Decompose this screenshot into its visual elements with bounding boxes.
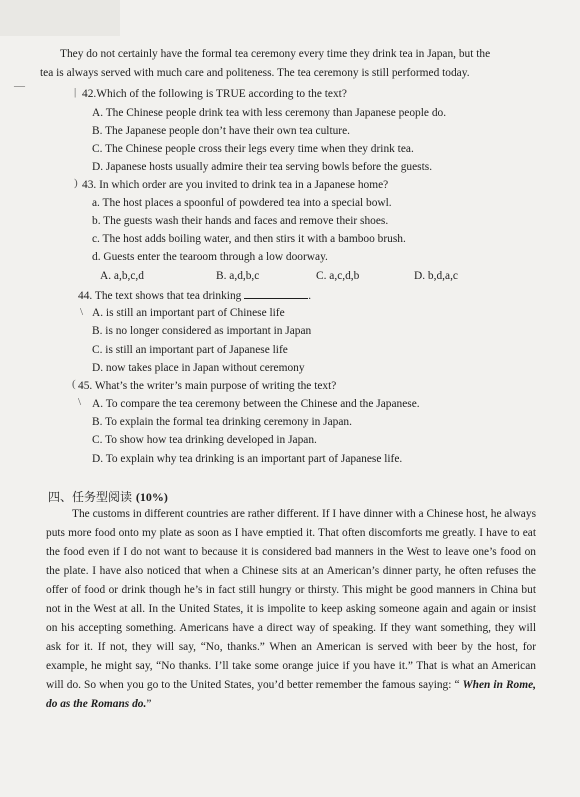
q45-option-b: B. To explain the formal tea drinking ceremony in Japan. [92, 416, 352, 428]
reading-passage [46, 505, 536, 714]
section-heading [48, 488, 168, 505]
q42-option-a: A. The Chinese people drink tea with less ceremony than Japanese people do. [92, 107, 447, 119]
q45-option-a: A. To compare the tea ceremony between the Chinese and the Japanese. [92, 398, 420, 410]
q43-option-c: C. a,c,d,b [316, 270, 360, 282]
q43-option-d: D. b,d,a,c [414, 270, 458, 282]
pencil-mark: — [14, 80, 25, 92]
q42-option-d: D. Japanese hosts usually admire their tea serving bowls before the guests. [92, 161, 433, 173]
q42-option-c: C. The Chinese people cross their legs every time when they drink tea. [92, 143, 414, 155]
q43-step-c: c. The host adds boiling water, and then stirs it with a bamboo brush. [92, 233, 406, 245]
question-44 [78, 288, 311, 303]
q45-option-c: C. To show how tea drinking developed in Japan. [92, 434, 317, 446]
q44-option-d: D. now takes place in Japan without ceremony [92, 362, 305, 374]
q43-option-a: A. a,b,c,d [100, 270, 144, 282]
intro-line-2: tea is always served with much care and politeness. The tea ceremony is still performed today. [40, 67, 470, 79]
q44-option-a: A. is still an important part of Chinese life [92, 307, 285, 319]
q43-option-b: B. a,d,b,c [216, 270, 260, 282]
q42-option-b: B. The Japanese people don’t have their own tea culture. [92, 125, 350, 137]
question-45: 45. What’s the writer’s main purpose of writing the text? [78, 380, 337, 392]
section-title: 四、任务型阅读 [48, 490, 133, 504]
q43-step-d: d. Guests enter the tearoom through a low doorway. [92, 251, 328, 263]
question-42: 42.Which of the following is TRUE according to the text? [82, 88, 347, 100]
intro-line-1: They do not certainly have the formal tea ceremony every time they drink tea in Japan, but the [60, 48, 491, 60]
section-score: (10%) [135, 490, 168, 504]
pencil-mark: ( [72, 378, 76, 390]
q43-step-a: a. The host places a spoonful of powdered tea into a special bowl. [92, 197, 392, 209]
answer-blank [244, 288, 308, 299]
period: . [308, 290, 312, 302]
q44-option-c: C. is still an important part of Japanese life [92, 344, 288, 356]
passage-quote: When in Rome, do as the Romans do. [46, 679, 536, 710]
pencil-mark: \ [80, 306, 84, 318]
pencil-mark: ) [74, 177, 78, 189]
passage-closing: ” [146, 698, 152, 710]
scan-smudge [0, 0, 120, 36]
pencil-mark: | [74, 86, 77, 98]
q43-step-b: b. The guests wash their hands and faces and remove their shoes. [92, 215, 389, 227]
question-43: 43. In which order are you invited to drink tea in a Japanese home? [82, 179, 389, 191]
q45-option-d: D. To explain why tea drinking is an important part of Japanese life. [92, 453, 403, 465]
pencil-mark: \ [78, 396, 82, 408]
passage-body: The customs in different countries are rather different. If I have dinner with a Chinese host, he always puts more food onto my plate as soon as I have emptied it. That often discomforts me greatly. I have to eat the food even if I do not want to because it is considered bad manners in the West to leave one’s food on the plate. I have also noticed that when a Chinese sits at an American’s dinner party, he often refuses the offer of food or drink though he’s in fact still hungry or thirsty. This might be good manners in China but not in the West at all. In the United States, it is impolite to keep asking someone again and again or insist on his accepting something. Americans have a direct way of speaking. If they want something, they will ask for it. If not, they will say, “No, thanks.” When an American is served with beer by the host, for example, he might say, “No thanks. I’ll take some orange juice if you have it.” That is what an American will do. So when you go to the United States, you’d better remember the famous saying: “ [46, 508, 536, 691]
q44-option-b: B. is no longer considered as important in Japan [92, 325, 312, 337]
question-44-text: 44. The text shows that tea drinking [78, 290, 242, 302]
